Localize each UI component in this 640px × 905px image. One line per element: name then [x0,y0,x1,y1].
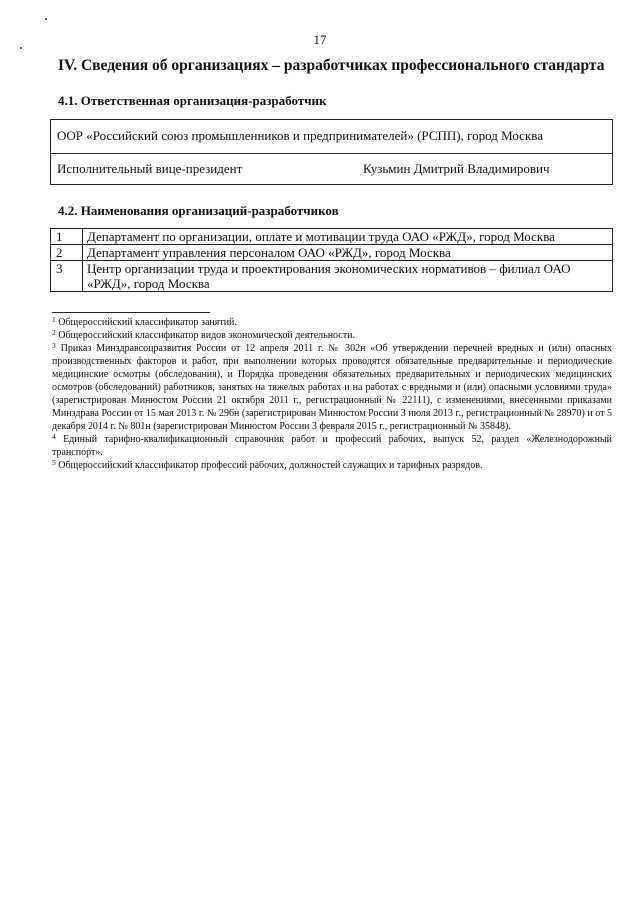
footnote-text: Приказ Минздравсоцразвития России от 12 апреля 2011 г. № 302н «Об утверждении перечней вредных и (или) опасных производственных факторов и работ, при выполнении которых проводятся обязательные предварительные и периодические медицинские осмотры (обследования), и Порядка проведения обязательных предварительных и периодических медицинских осмотров (обследований) работников, занятых на тяжелых работах и на работах с вредными и (или) опасными условиями труда» (зарегистрирован Минюстом России 21 октября 2011 г., регистрационный № 22111), с изменениями, внесенными приказами Минздрава России от 15 мая 2013 г. № 296н (зарегистрирован Минюстом России 3 июля 2013 г., регистрационный № 28970) и от 5 декабря 2014 г. № 801н (зарегистрирован Минюстом России 3 февраля 2015 г., регистрационный № 35848). [52,343,612,432]
scan-speck [45,18,47,20]
table-row [51,245,613,261]
footnote-text: Общероссийский классификатор профессий рабочих, должностей служащих и тарифных разрядов. [55,460,483,471]
footnote-text: Единый тарифно-квалификационный справочник работ и профессий рабочих, выпуск 52, раздел «Железнодорожный транспорт». [52,434,612,458]
footnote-mark: 3 [52,341,56,350]
section-title: IV. Сведения об организациях – разработчиках профессионального стандарта [58,57,605,74]
table-row [51,229,613,245]
footnote [52,459,612,472]
organization-name: Департамент управления персоналом ОАО «РЖД», город Москва [83,245,613,261]
responsible-org-divider [51,153,612,154]
table-row [51,261,613,292]
responsible-org-name: ООР «Российский союз промышленников и предпринимателей» (РСПП), город Москва [57,128,543,143]
organization-name: Центр организации труда и проектирования экономических нормативов – филиал ОАО «РЖД», город Москва [83,261,613,292]
footnote [52,329,612,342]
responsible-org-heading: 4.1. Ответственная организация-разработчик [58,93,327,108]
row-number: 1 [51,229,83,245]
row-number: 3 [51,261,83,292]
footnote [52,433,612,459]
developers-heading: 4.2. Наименования организаций-разработчиков [58,203,339,218]
organization-name: Департамент по организации, оплате и мотивации труда ОАО «РЖД», город Москва [83,229,613,245]
footnote-separator [52,312,210,313]
signatory-name: Кузьмин Дмитрий Владимирович [363,161,550,176]
footnote-mark: 1 [52,315,56,324]
footnotes [52,316,612,472]
page-number: 17 [313,32,327,47]
footnote [52,342,612,433]
footnote-mark: 5 [52,458,56,467]
signatory-position: Исполнительный вице-президент [57,161,243,176]
responsible-org-box [50,119,613,185]
footnote-mark: 2 [52,328,56,337]
footnote-mark: 4 [52,432,56,441]
footnote [52,316,612,329]
footnote-text: Общероссийский классификатор видов экономической деятельности. [55,330,355,341]
developers-table [50,228,613,292]
row-number: 2 [51,245,83,261]
footnote-text: Общероссийский классификатор занятий. [55,317,237,328]
